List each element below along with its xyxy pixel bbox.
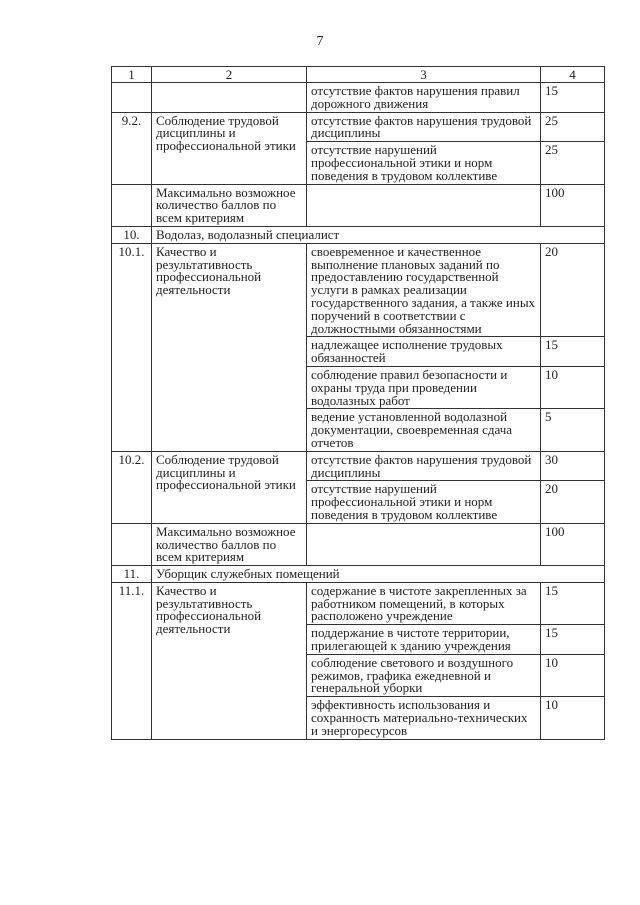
indicator-cell: отсутствие фактов нарушения трудовой дисциплины	[307, 451, 541, 481]
max-score-value: 100	[541, 184, 605, 226]
indicator-cell: своевременное и качественное выполнение плановых заданий по предоставлению государственной услуги в рамках реализации государственного задания, а также иных поручений в соответствии с должностными обязанностями	[307, 243, 541, 337]
section-title: Водолаз, водолазный специалист	[152, 226, 605, 243]
score-cell: 25	[541, 112, 605, 142]
criterion-cell	[152, 83, 307, 113]
indicator-cell: поддержание в чистоте территории, прилегающей к зданию учреждения	[307, 625, 541, 655]
section-header-row	[112, 566, 605, 583]
indicator-cell: ведение установленной водолазной документации, своевременная сдача отчетов	[307, 409, 541, 451]
score-cell: 20	[541, 243, 605, 337]
score-cell: 30	[541, 451, 605, 481]
table-row	[112, 451, 605, 481]
table-row	[112, 582, 605, 624]
table-row	[112, 112, 605, 142]
item-number-cell	[112, 83, 152, 113]
column-number: 1	[112, 67, 152, 83]
score-cell: 25	[541, 142, 605, 184]
score-cell: 10	[541, 654, 605, 696]
table-row	[112, 243, 605, 337]
column-number: 3	[307, 67, 541, 83]
score-cell: 15	[541, 582, 605, 624]
section-number: 11.	[112, 566, 152, 583]
indicator-cell: отсутствие нарушений профессиональной этики и норм поведения в трудовом коллективе	[307, 142, 541, 184]
indicator-cell	[307, 523, 541, 565]
score-cell: 15	[541, 83, 605, 113]
item-number-cell: 10.1.	[112, 243, 152, 451]
item-number-cell: 9.2.	[112, 112, 152, 184]
max-score-value: 100	[541, 523, 605, 565]
max-score-label: Максимально возможное количество баллов по всем критериям	[152, 184, 307, 226]
criterion-cell: Качество и результативность профессиональной деятельности	[152, 582, 307, 739]
indicator-cell: соблюдение правил безопасности и охраны труда при проведении водолазных работ	[307, 366, 541, 408]
indicator-cell: содержание в чистоте закрепленных за работником помещений, в которых расположено учреждение	[307, 582, 541, 624]
score-cell: 15	[541, 337, 605, 367]
criterion-cell: Соблюдение трудовой дисциплины и профессиональной этики	[152, 451, 307, 523]
section-header-row	[112, 226, 605, 243]
table-row	[112, 83, 605, 113]
score-cell: 15	[541, 625, 605, 655]
indicator-cell: эффективность использования и сохранность материально-технических и энергоресурсов	[307, 697, 541, 739]
criterion-cell: Соблюдение трудовой дисциплины и профессиональной этики	[152, 112, 307, 184]
indicator-cell: соблюдение светового и воздушного режимов, графика ежедневной и генеральной уборки	[307, 654, 541, 696]
score-cell: 5	[541, 409, 605, 451]
score-cell: 20	[541, 481, 605, 523]
column-number-row	[112, 67, 605, 83]
item-number-cell	[112, 184, 152, 226]
page-number: 7	[316, 34, 324, 49]
criteria-table	[111, 66, 605, 740]
max-score-row	[112, 184, 605, 226]
section-title: Уборщик служебных помещений	[152, 566, 605, 583]
section-number: 10.	[112, 226, 152, 243]
max-score-label: Максимально возможное количество баллов по всем критериям	[152, 523, 307, 565]
column-number: 2	[152, 67, 307, 83]
indicator-cell	[307, 184, 541, 226]
indicator-cell: отсутствие фактов нарушения трудовой дисциплины	[307, 112, 541, 142]
item-number-cell: 10.2.	[112, 451, 152, 523]
max-score-row	[112, 523, 605, 565]
indicator-cell: надлежащее исполнение трудовых обязанностей	[307, 337, 541, 367]
indicator-cell: отсутствие фактов нарушения правил дорожного движения	[307, 83, 541, 113]
score-cell: 10	[541, 697, 605, 739]
item-number-cell	[112, 523, 152, 565]
criterion-cell: Качество и результативность профессиональной деятельности	[152, 243, 307, 451]
column-number: 4	[541, 67, 605, 83]
score-cell: 10	[541, 366, 605, 408]
item-number-cell: 11.1.	[112, 582, 152, 739]
indicator-cell: отсутствие нарушений профессиональной этики и норм поведения в трудовом коллективе	[307, 481, 541, 523]
